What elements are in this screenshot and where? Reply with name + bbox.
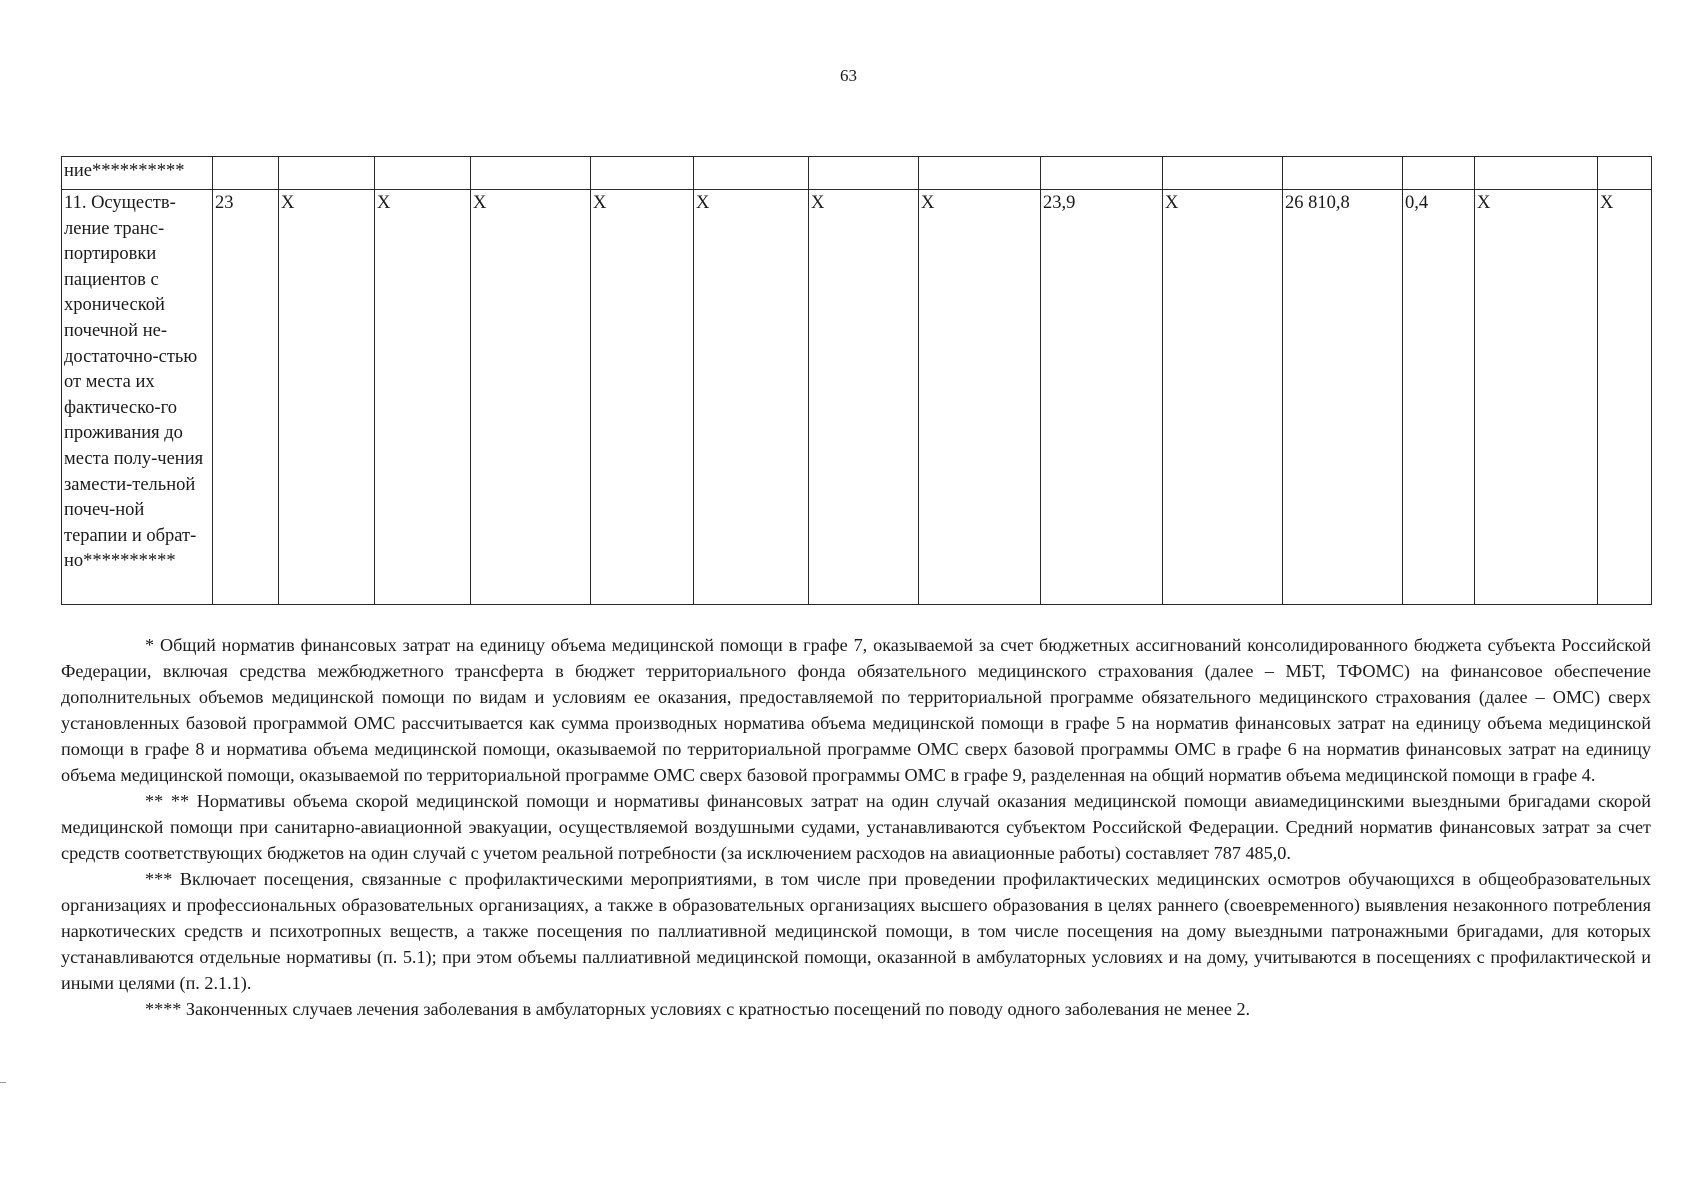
table-cell: X — [375, 190, 471, 605]
table-cell — [1403, 157, 1475, 190]
table-cell — [1283, 157, 1403, 190]
table-cell: 23 — [213, 190, 279, 605]
table-cell — [591, 157, 694, 190]
table-cell — [809, 157, 919, 190]
table-cell: X — [471, 190, 591, 605]
table-cell — [279, 157, 375, 190]
table-cell: ние********** — [62, 157, 213, 190]
table-row — [62, 190, 1652, 605]
table-cell — [375, 157, 471, 190]
table-cell: 26 810,8 — [1283, 190, 1403, 605]
table-cell — [1598, 157, 1652, 190]
table-cell — [919, 157, 1041, 190]
table-cell — [213, 157, 279, 190]
table-cell — [471, 157, 591, 190]
table-cell: X — [591, 190, 694, 605]
footnote: * Общий норматив финансовых затрат на единицу объема медицинской помощи в графе 7, оказываемой за счет бюджетных ассигнований консолидированного бюджета субъекта Российской Федерации, включая средства межбюджетного трансферта в бюджет территориального фонда обязательного медицинского страхования (далее – МБТ, ТФОМС) на финансовое обеспечение дополнительных объемов медицинской помощи по видам и условиям ее оказания, предоставляемой по территориальной программе обязательного медицинского страхования (далее – ОМС) сверх установленных базовой программой ОМС рассчитывается как сумма производных норматива объема медицинской помощи в графе 5 на норматив финансовых затрат на единицу объема медицинской помощи в графе 8 и норматива объема медицинской помощи, оказываемой по территориальной программе ОМС сверх базовой программы ОМС в графе 6 на норматив финансовых затрат на единицу объема медицинской помощи, оказываемой по территориальной программе ОМС сверх базовой программы ОМС в графе 9, разделенная на общий норматив объема медицинской помощи в графе 4. — [61, 635, 1651, 785]
table-cell — [1163, 157, 1283, 190]
footnote: *** Включает посещения, связанные с профилактическими мероприятиями, в том числе при проведении профилактических медицинских осмотров обучающихся в общеобразовательных организациях и профессиональных образовательных организациях, а также в образовательных организациях высшего образования в целях раннего (своевременного) выявления незаконного потребления наркотических средств и психотропных веществ, а также посещения по паллиативной медицинской помощи, в том числе посещения на дому выездными патронажными бригадами, для которых устанавливаются отдельные нормативы (п. 5.1); при этом объемы паллиативной медицинской помощи, оказанной в амбулаторных условиях и на дому, учитываются в посещениях с профилактической и иными целями (п. 2.1.1). — [61, 869, 1651, 993]
table-cell — [1475, 157, 1598, 190]
table-row — [62, 157, 1652, 190]
table-cell — [1041, 157, 1163, 190]
footnote: ** ** Нормативы объема скорой медицинской помощи и нормативы финансовых затрат на один случай оказания медицинской помощи авиамедицинскими выездными бригадами скорой медицинской помощи при санитарно-авиационной эвакуации, осуществляемой воздушными судами, устанавливаются субъектом Российской Федерации. Средний норматив финансовых затрат за счет средств соответствующих бюджетов на один случай с учетом реальной потребности (за исключением расходов на авиационные работы) составляет 787 485,0. — [61, 791, 1651, 863]
scan-margin-mark — [0, 1082, 6, 1083]
footnote: **** Законченных случаев лечения заболевания в амбулаторных условиях с кратностью посещений по поводу одного заболевания не менее 2. — [145, 999, 1251, 1019]
row-label: 11. Осуществ-ление транс-портировки пациентов с хронической почечной не-достаточно-стью от места их фактическо-го проживания до места полу-чения замести-тельной почеч-ной терапии и обрат-но********** — [62, 190, 213, 605]
data-table — [61, 156, 1652, 605]
table-cell: X — [279, 190, 375, 605]
table-cell: X — [809, 190, 919, 605]
table-cell: X — [919, 190, 1041, 605]
table-cell: X — [694, 190, 809, 605]
page-number: 63 — [840, 66, 857, 85]
table-cell: X — [1163, 190, 1283, 605]
table-cell: 23,9 — [1041, 190, 1163, 605]
table-cell: X — [1598, 190, 1652, 605]
table-cell — [694, 157, 809, 190]
footnotes — [61, 632, 1651, 1022]
table-cell: X — [1475, 190, 1598, 605]
table-cell: 0,4 — [1403, 190, 1475, 605]
